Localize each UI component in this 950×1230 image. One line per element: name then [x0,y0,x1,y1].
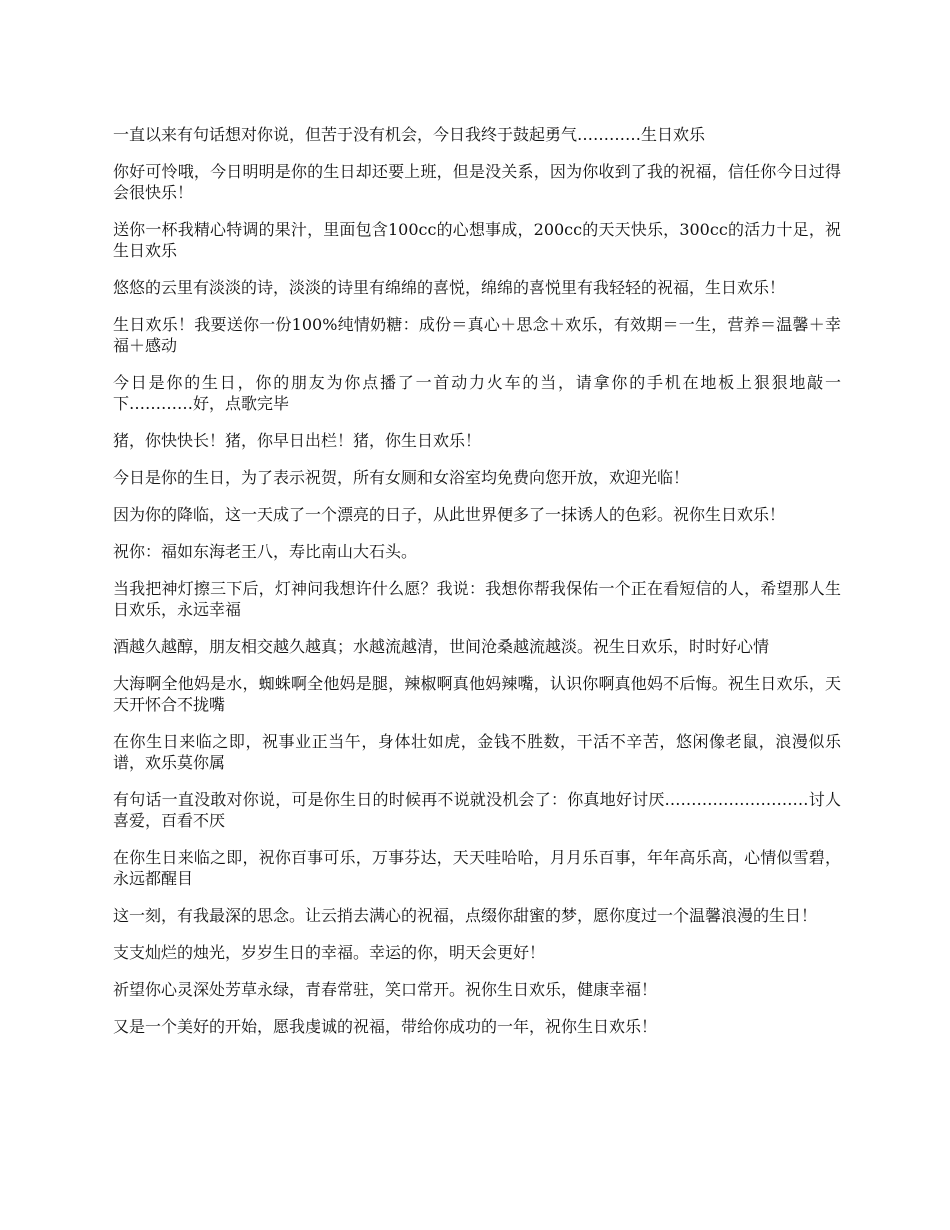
paragraph: 悠悠的云里有淡淡的诗，淡淡的诗里有绵绵的喜悦，绵绵的喜悦里有我轻轻的祝福，生日欢乐！ [113,278,786,297]
paragraph: 一直以来有句话想对你说，但苦于没有机会，今日我终于鼓起勇气…………生日欢乐 [113,125,706,144]
paragraph: 送你一杯我精心特调的果汁，里面包含100cc的心想事成，200cc的天天快乐，300cc的活力十足，祝生日欢乐 [113,220,841,260]
paragraph: 在你生日来临之即，祝事业正当午，身体壮如虎，金钱不胜数，干活不辛苦，悠闲像老鼠，浪漫似乐谱，欢乐莫你属 [113,732,841,772]
paragraph: 酒越久越醇，朋友相交越久越真；水越流越清，世间沧桑越流越淡。祝生日欢乐，时时好心情 [113,637,770,656]
paragraph: 生日欢乐！我要送你一份100%纯情奶糖：成份＝真心＋思念＋欢乐，有效期＝一生，营养＝温馨＋幸福＋感动 [113,315,841,355]
paragraph: 大海啊全他妈是水，蜘蛛啊全他妈是腿，辣椒啊真他妈辣嘴，认识你啊真他妈不后悔。祝生日欢乐，天天开怀合不拢嘴 [113,674,841,714]
paragraph: 你好可怜哦，今日明明是你的生日却还要上班，但是没关系，因为你收到了我的祝福，信任你今日过得会很快乐！ [113,162,841,202]
document-body [113,124,841,1053]
paragraph: 猪，你快快长！猪，你早日出栏！猪，你生日欢乐！ [113,431,482,450]
paragraph: 当我把神灯擦三下后，灯神问我想许什么愿？我说：我想你帮我保佑一个正在看短信的人，希望那人生日欢乐，永远幸福 [113,579,841,619]
paragraph: 有句话一直没敢对你说，可是你生日的时候再不说就没机会了：你真地好讨厌………………………讨人喜爱，百看不厌 [113,790,841,830]
paragraph: 今日是你的生日，为了表示祝贺，所有女厕和女浴室均免费向您开放，欢迎光临！ [113,468,690,487]
paragraph: 因为你的降临，这一天成了一个漂亮的日子，从此世界便多了一抹诱人的色彩。祝你生日欢乐！ [113,505,786,524]
paragraph: 这一刻，有我最深的思念。让云捎去满心的祝福，点缀你甜蜜的梦，愿你度过一个温馨浪漫的生日！ [113,906,818,925]
paragraph: 今日是你的生日，你的朋友为你点播了一首动力火车的当，请拿你的手机在地板上狠狠地敲一下…………好，点歌完毕 [113,373,841,413]
paragraph: 支支灿烂的烛光，岁岁生日的幸福。幸运的你，明天会更好！ [113,943,546,962]
paragraph: 祝你：福如东海老王八，寿比南山大石头。 [113,542,418,561]
paragraph: 又是一个美好的开始，愿我虔诚的祝福，带给你成功的一年，祝你生日欢乐！ [113,1017,658,1036]
paragraph: 祈望你心灵深处芳草永绿，青春常驻，笑口常开。祝你生日欢乐，健康幸福！ [113,980,658,999]
paragraph: 在你生日来临之即，祝你百事可乐，万事芬达，天天哇哈哈，月月乐百事，年年高乐高，心情似雪碧，永远都醒目 [113,848,841,888]
